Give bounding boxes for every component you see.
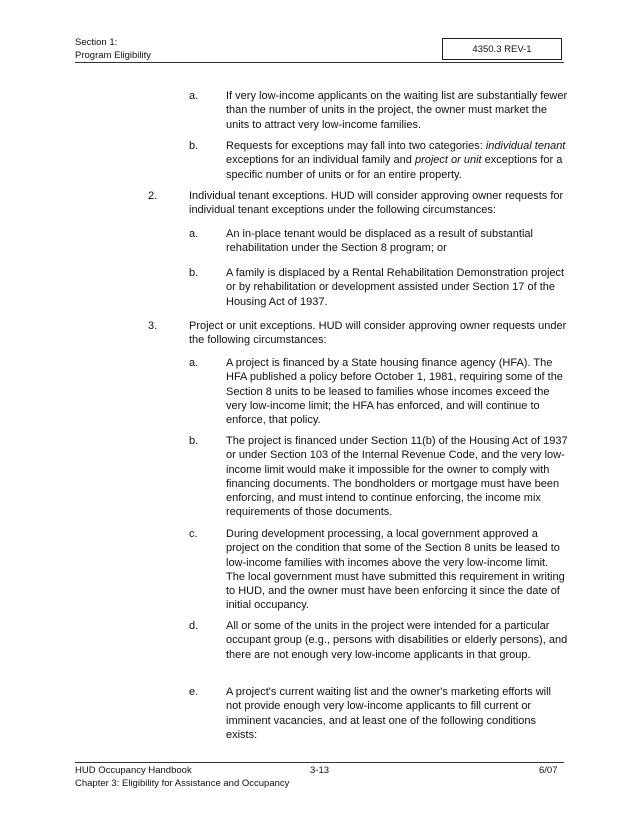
item-text: If very low-income applicants on the waiting list are substantially fewer than the number of units in the project, the owner must market the units to attract very low-income families. [226, 90, 568, 131]
item-label: b. [189, 140, 199, 152]
emphasis-project-or-unit: project or unit [414, 154, 482, 167]
item-label: c. [189, 528, 198, 540]
item-text: A family is displaced by a Rental Rehabilitation Demonstration project or by rehabilitation or development assisted under Section 17 of the Housing Act of 1937. [226, 267, 565, 308]
item-label: 3. [148, 320, 158, 332]
footer-chapter: Chapter 3: Eligibility for Assistance and Occupancy [75, 778, 290, 789]
emphasis-individual-tenant: individual tenant [485, 140, 566, 152]
section-number: Section 1: [75, 37, 118, 48]
document-number-box [442, 38, 562, 60]
item-label: a. [189, 357, 199, 369]
item-text: All or some of the units in the project were intended for a particular occupant group (e.g., persons with disabilities or elderly persons), and there are not enough very low-income applicants in that group. [226, 620, 568, 661]
footer-date: 6/07 [539, 765, 558, 776]
text-segment: exceptions for an individual family and [226, 154, 415, 167]
header-rule [75, 62, 564, 63]
item-label: e. [189, 686, 199, 698]
item-label: d. [189, 620, 199, 632]
item-text: Individual tenant exceptions. HUD will consider approving owner requests for individual tenant exceptions under the following circumstances: [189, 190, 564, 217]
item-label: b. [189, 435, 199, 447]
item-text [226, 139, 568, 182]
item-text: A project's current waiting list and the owner's marketing efforts will not provide enough very low-income applicants to fill current or imminent vacancies, and at least one of the following conditions exists: [226, 686, 551, 741]
item-label: a. [189, 90, 199, 102]
footer-rule [75, 762, 564, 763]
text-segment: Requests for exceptions may fall into two categories: [226, 140, 486, 152]
item-text: An in-place tenant would be displaced as a result of substantial rehabilitation under the Section 8 program; or [226, 228, 533, 255]
item-text: A project is financed by a State housing finance agency (HFA). The HFA published a policy before October 1, 1981, requiring some of the Section 8 units to be leased to families whose incomes exceed the very low-income limit; the HFA has enforced, and will continue to enforce, that policy. [226, 357, 563, 427]
text-segment: exceptions for a specific number of units or for an entire property. [226, 154, 563, 181]
running-header [75, 37, 151, 62]
item-text: The project is financed under Section 11(b) of the Housing Act of 1937 or under Section 103 of the Internal Revenue Code, and the very low-income limit would make it impossible for the owner to comply with financing documents. The bondholders or mortgage must have been enforcing, and must intend to continue enforcing, the income mix requirements of those documents. [226, 435, 568, 519]
document-number: 4350.3 REV-1 [472, 43, 532, 55]
footer-handbook: HUD Occupancy Handbook [75, 765, 192, 776]
footer-page-number: 3-13 [310, 765, 330, 776]
item-text: During development processing, a local government approved a project on the condition that some of the Section 8 units be leased to low-income families with incomes above the very low-income limit. The local government must have submitted this requirement in writing to HUD, and the owner must have been enforcing it since the date of initial occupancy. [226, 528, 565, 612]
item-label: 2. [148, 190, 158, 202]
item-label: a. [189, 228, 199, 240]
item-text: Project or unit exceptions. HUD will consider approving owner requests under the following circumstances: [189, 320, 567, 347]
section-title: Program Eligibility [75, 49, 152, 61]
item-label: b. [189, 267, 199, 279]
